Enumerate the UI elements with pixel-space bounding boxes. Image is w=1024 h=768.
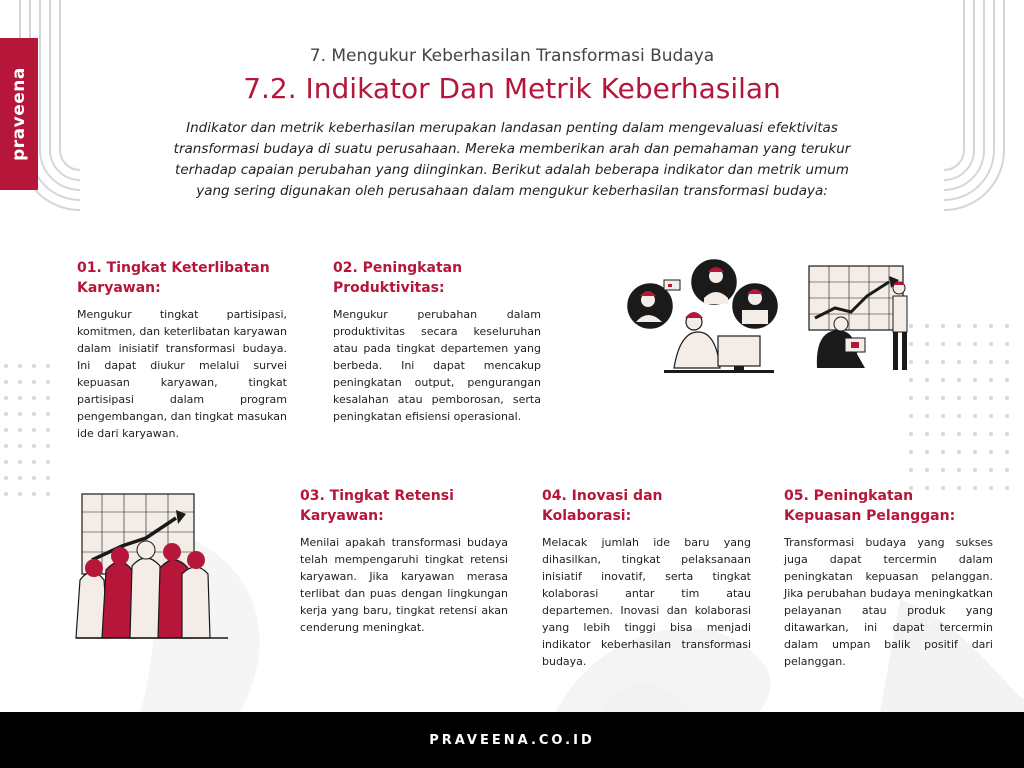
indicator-card-1 <box>77 258 287 442</box>
team-celebration-illustration <box>72 490 232 640</box>
indicator-card-3 <box>300 486 508 636</box>
growth-chart-illustration <box>805 258 935 378</box>
brand-logo-text: praveena <box>9 67 29 161</box>
indicator-body: Transformasi budaya yang sukses juga dapat tercermin dalam peningkatan kepuasan pelanggan. Jika perubahan budaya meningkatkan pelayanan atau produk yang ditawarkan, ini dapat tercermin dalam umpan balik positif dari pelanggan. <box>784 536 993 668</box>
indicator-body: Mengukur tingkat partisipasi, komitmen, dan keterlibatan karyawan dalam inisiatif transformasi budaya. Ini dapat diukur melalui survei kepuasan karyawan, tingkat partisipasi dalam program pengembangan, dan tingkat masukan ide dari karyawan. <box>77 308 287 440</box>
section-subtitle: 7. Mengukur Keberhasilan Transformasi Budaya <box>309 46 715 66</box>
indicator-heading: 05. Peningkatan Kepuasan Pelanggan: <box>784 488 956 524</box>
indicator-body: Mengukur perubahan dalam produktivitas secara keseluruhan atau pada tingkat departemen yang berbeda. Ini dapat mencakup peningkatan output, pengurangan kesalahan atau pemborosan, serta peningkatan efisiensi operasional. <box>333 308 541 423</box>
indicator-body: Menilai apakah transformasi budaya telah mempengaruhi tingkat retensi karyawan. Jika karyawan merasa terlibat dan puas dengan lingkungan kerja yang baru, tingkat retensi akan cenderung meningkat. <box>300 536 508 634</box>
indicator-card-5 <box>784 486 993 670</box>
page-title: 7.2. Indikator Dan Metrik Keberhasilan <box>243 72 781 105</box>
footer-bar <box>0 712 1024 768</box>
indicator-heading: 02. Peningkatan Produktivitas: <box>333 260 463 296</box>
intro-paragraph: Indikator dan metrik keberhasilan merupakan landasan penting dalam mengevaluasi efektivitas transformasi budaya di suatu perusahaan. Mereka memberikan arah dan pemahaman yang terukur terhadap capaian perubahan yang diinginkan. Berikut adalah beberapa indikator dan metrik umum yang sering digunakan oleh perusahaan dalam mengukur keberhasilan transformasi budaya: <box>173 120 851 199</box>
indicator-card-2 <box>333 258 541 425</box>
dot-pattern-left <box>0 360 60 520</box>
indicator-card-4 <box>542 486 751 670</box>
decorative-arcs-right <box>934 0 1024 230</box>
team-meeting-illustration <box>624 258 784 378</box>
indicator-heading: 03. Tingkat Retensi Karyawan: <box>300 488 454 524</box>
indicator-heading: 04. Inovasi dan Kolaborasi: <box>542 488 663 524</box>
footer-website-link[interactable]: PRAVEENA.CO.ID <box>429 732 595 748</box>
indicator-body: Melacak jumlah ide baru yang dihasilkan, tingkat pelaksanaan inisiatif inovatif, serta tingkat kolaborasi antar tim atau departemen. Inovasi dan kolaborasi yang lebih tinggi bisa menjadi indikator keberhasilan transformasi budaya. <box>542 536 751 668</box>
indicator-heading: 01. Tingkat Keterlibatan Karyawan: <box>77 260 270 296</box>
